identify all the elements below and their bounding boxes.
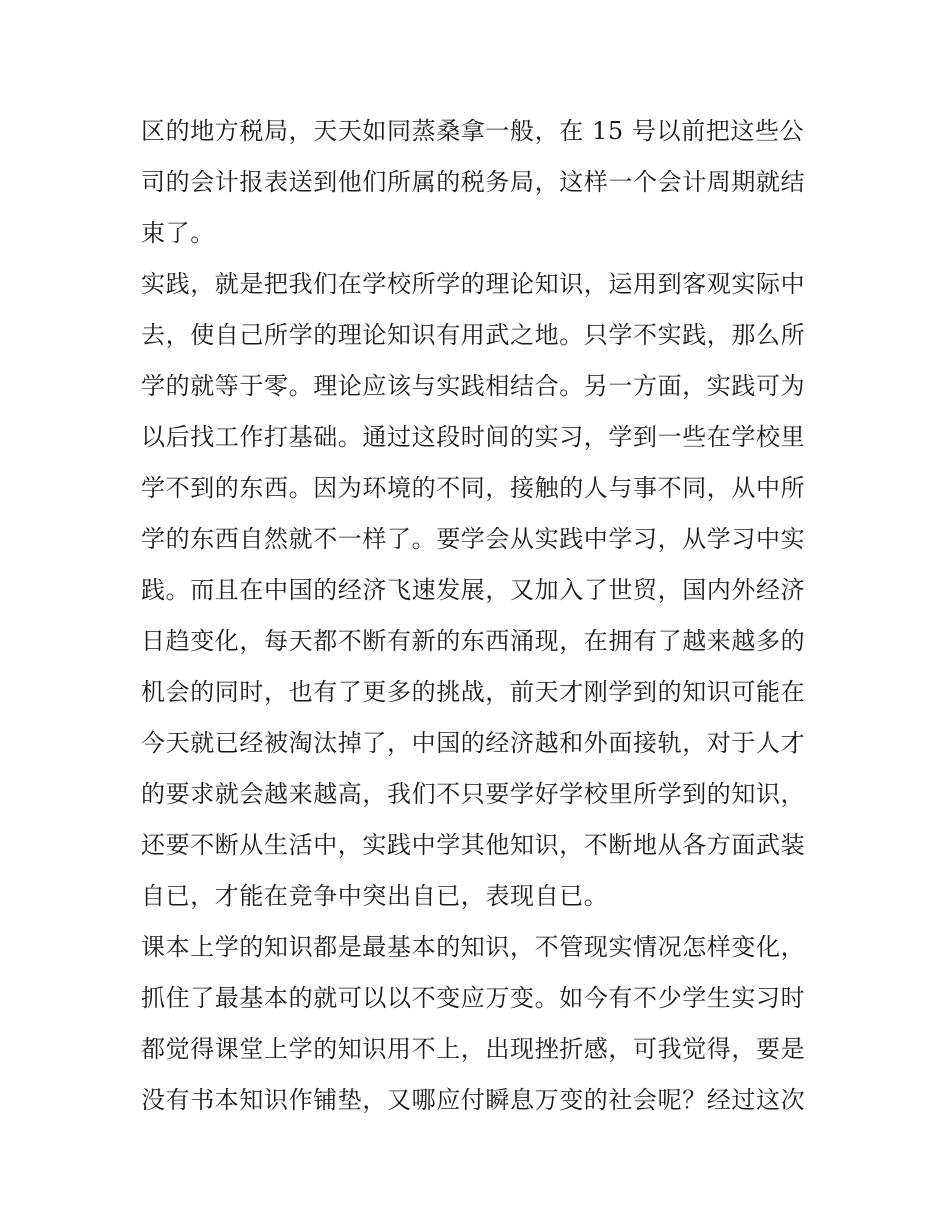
text-line: 实践，就是把我们在学校所学的理论知识，运用到客观实际中 [141, 270, 806, 298]
text-line: 的要求就会越来越高，我们不只要学好学校里所学到的知识， [141, 780, 806, 808]
text-line: 去，使自己所学的理论知识有用武之地。只学不实践，那么所 [141, 321, 806, 349]
text-line: 学不到的东西。因为环境的不同，接触的人与事不同，从中所 [141, 474, 806, 502]
text-line: 司的会计报表送到他们所属的税务局，这样一个会计周期就结 [141, 168, 806, 196]
text-line: 以后找工作打基础。通过这段时间的实习，学到一些在学校里 [141, 423, 806, 451]
text-line: 机会的同时，也有了更多的挑战，前天才刚学到的知识可能在 [141, 678, 806, 706]
body-text [141, 106, 821, 1126]
text-line: 今天就已经被淘汰掉了，中国的经济越和外面接轨，对于人才 [141, 729, 806, 757]
text-line: 日趋变化，每天都不断有新的东西涌现，在拥有了越来越多的 [141, 627, 806, 655]
text-line: 没有书本知识作铺垫，又哪应付瞬息万变的社会呢？经过这次 [141, 1086, 806, 1114]
text-line: 学的就等于零。理论应该与实践相结合。另一方面，实践可为 [141, 372, 806, 400]
text-line: 抓住了最基本的就可以以不变应万变。如今有不少学生实习时 [141, 984, 806, 1012]
text-line: 还要不断从生活中，实践中学其他知识，不断地从各方面武装 [141, 831, 806, 859]
text-line: 区的地方税局，天天如同蒸桑拿一般，在 15 号以前把这些公 [141, 117, 805, 145]
text-line: 践。而且在中国的经济飞速发展，又加入了世贸，国内外经济 [141, 576, 806, 604]
text-line: 学的东西自然就不一样了。要学会从实践中学习，从学习中实 [141, 525, 806, 553]
text-line: 课本上学的知识都是最基本的知识，不管现实情况怎样变化， [141, 933, 806, 961]
text-line: 都觉得课堂上学的知识用不上，出现挫折感，可我觉得，要是 [141, 1035, 806, 1063]
text-line: 束了。 [141, 219, 215, 247]
text-line: 自已，才能在竞争中突出自已，表现自已。 [141, 882, 609, 910]
